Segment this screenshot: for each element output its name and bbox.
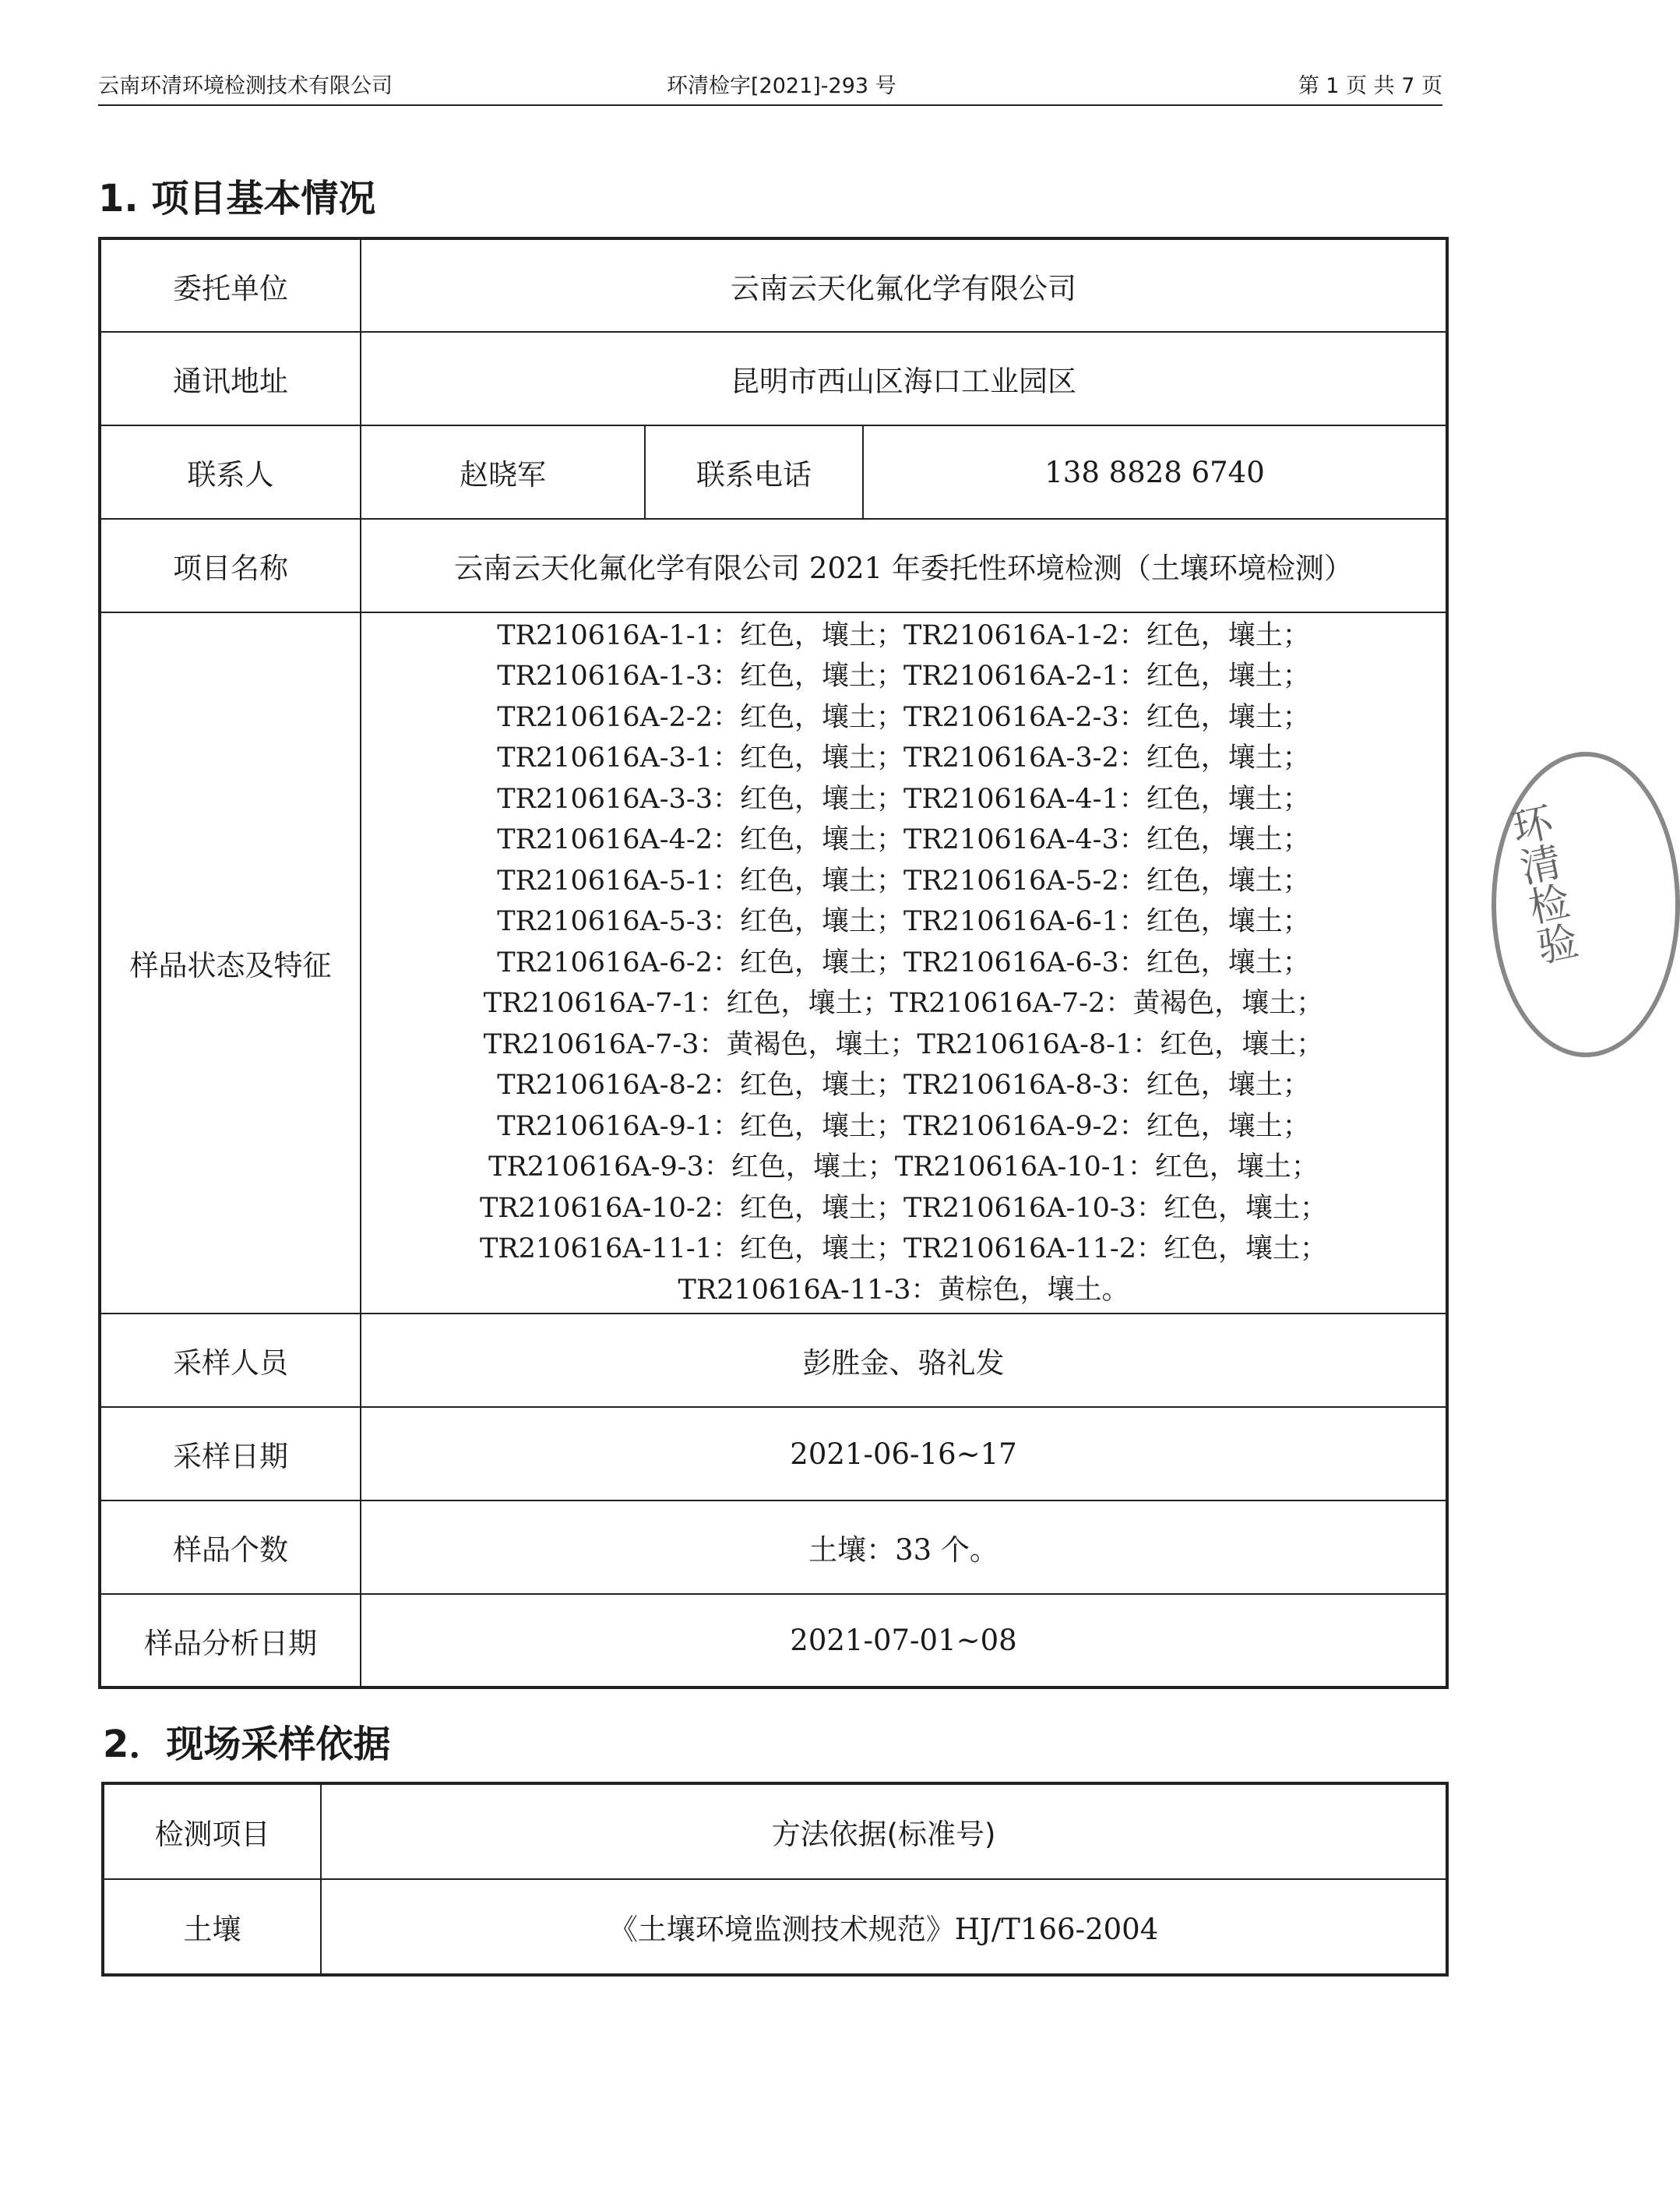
client-label: 委托单位 xyxy=(100,238,361,332)
sampling-basis-table xyxy=(101,1782,1449,1977)
seal-stamp xyxy=(1492,752,1680,1057)
table-row xyxy=(100,1407,1447,1500)
sample-line: TR210616A-11-3：黄棕色，壤土。 xyxy=(678,1274,1129,1306)
sampler-value: 彭胜金、骆礼发 xyxy=(361,1314,1447,1407)
sample-line: TR210616A-7-1：红色，壤土；TR210616A-7-2：黄褐色，壤土； xyxy=(483,988,1324,1020)
contact-value: 赵晓军 xyxy=(361,425,645,519)
sample-date-label: 采样日期 xyxy=(100,1407,361,1500)
project-info-table xyxy=(98,237,1449,1689)
table-row xyxy=(100,519,1447,612)
table-row xyxy=(103,1879,1447,1975)
section-2-title: 2．现场采样依据 xyxy=(103,1723,391,1766)
project-name-label: 项目名称 xyxy=(100,519,361,612)
sample-line: TR210616A-1-3：红色，壤土；TR210616A-2-1：红色，壤土； xyxy=(497,661,1310,693)
sample-line: TR210616A-10-2：红色，壤土；TR210616A-10-3：红色，壤土； xyxy=(479,1192,1328,1224)
table-row xyxy=(100,1314,1447,1407)
header-company: 云南环清环境检测技术有限公司 xyxy=(98,74,393,98)
sample-line: TR210616A-1-1：红色，壤土；TR210616A-1-2：红色，壤土； xyxy=(497,619,1310,651)
samples-value xyxy=(361,612,1447,1314)
test-item-soil: 土壤 xyxy=(103,1879,321,1975)
table-row xyxy=(100,1594,1447,1687)
table-row xyxy=(100,612,1447,1314)
sample-count-value: 土壤：33 个。 xyxy=(361,1500,1447,1594)
sample-line: TR210616A-8-2：红色，壤土；TR210616A-8-3：红色，壤土； xyxy=(497,1070,1310,1102)
sampler-label: 采样人员 xyxy=(100,1314,361,1407)
sample-line: TR210616A-9-3：红色，壤土；TR210616A-10-1：红色，壤土； xyxy=(488,1151,1319,1183)
table-row xyxy=(100,238,1447,332)
sample-date-value: 2021-06-16~17 xyxy=(361,1407,1447,1500)
sample-count-label: 样品个数 xyxy=(100,1500,361,1594)
header-method-basis: 方法依据(标准号) xyxy=(321,1783,1447,1879)
sample-line: TR210616A-3-3：红色，壤土；TR210616A-4-1：红色，壤土； xyxy=(497,783,1310,815)
address-label: 通讯地址 xyxy=(100,332,361,425)
sample-line: TR210616A-5-3：红色，壤土；TR210616A-6-1：红色，壤土； xyxy=(497,906,1310,938)
table-row xyxy=(100,1500,1447,1594)
client-value: 云南云天化氟化学有限公司 xyxy=(361,238,1447,332)
header-test-item: 检测项目 xyxy=(103,1783,321,1879)
seal-stamp-text: 环清检验 xyxy=(1501,800,1580,969)
sample-line: TR210616A-6-2：红色，壤土；TR210616A-6-3：红色，壤土； xyxy=(497,947,1310,979)
analysis-date-value: 2021-07-01~08 xyxy=(361,1594,1447,1687)
sample-line: TR210616A-5-1：红色，壤土；TR210616A-5-2：红色，壤土； xyxy=(497,865,1310,897)
method-standard: 《土壤环境监测技术规范》HJ/T166-2004 xyxy=(321,1879,1447,1975)
contact-label: 联系人 xyxy=(100,425,361,519)
sample-line: TR210616A-11-1：红色，壤土；TR210616A-11-2：红色，壤土； xyxy=(479,1233,1328,1265)
section-1-title: 1. 项目基本情况 xyxy=(98,177,376,220)
sample-line: TR210616A-7-3：黄褐色，壤土；TR210616A-8-1：红色，壤土； xyxy=(483,1028,1324,1060)
sample-line: TR210616A-9-1：红色，壤土；TR210616A-9-2：红色，壤土； xyxy=(497,1110,1310,1142)
address-value: 昆明市西山区海口工业园区 xyxy=(361,332,1447,425)
sample-line: TR210616A-3-1：红色，壤土；TR210616A-3-2：红色，壤土； xyxy=(497,742,1310,774)
sample-line: TR210616A-4-2：红色，壤土；TR210616A-4-3：红色，壤土； xyxy=(497,824,1310,856)
header-doc-number: 环清检字[2021]-293 号 xyxy=(667,74,896,98)
phone-value: 138 8828 6740 xyxy=(863,425,1447,519)
sample-line: TR210616A-2-2：红色，壤土；TR210616A-2-3：红色，壤土； xyxy=(497,701,1310,733)
analysis-date-label: 样品分析日期 xyxy=(100,1594,361,1687)
table-row xyxy=(103,1783,1447,1879)
phone-label: 联系电话 xyxy=(645,425,863,519)
samples-label: 样品状态及特征 xyxy=(100,612,361,1314)
table-row xyxy=(100,425,1447,519)
project-name-value: 云南云天化氟化学有限公司 2021 年委托性环境检测（土壤环境检测） xyxy=(361,519,1447,612)
header-page-number: 第 1 页 共 7 页 xyxy=(1298,74,1442,98)
table-row xyxy=(100,332,1447,425)
page-header xyxy=(98,65,1442,106)
